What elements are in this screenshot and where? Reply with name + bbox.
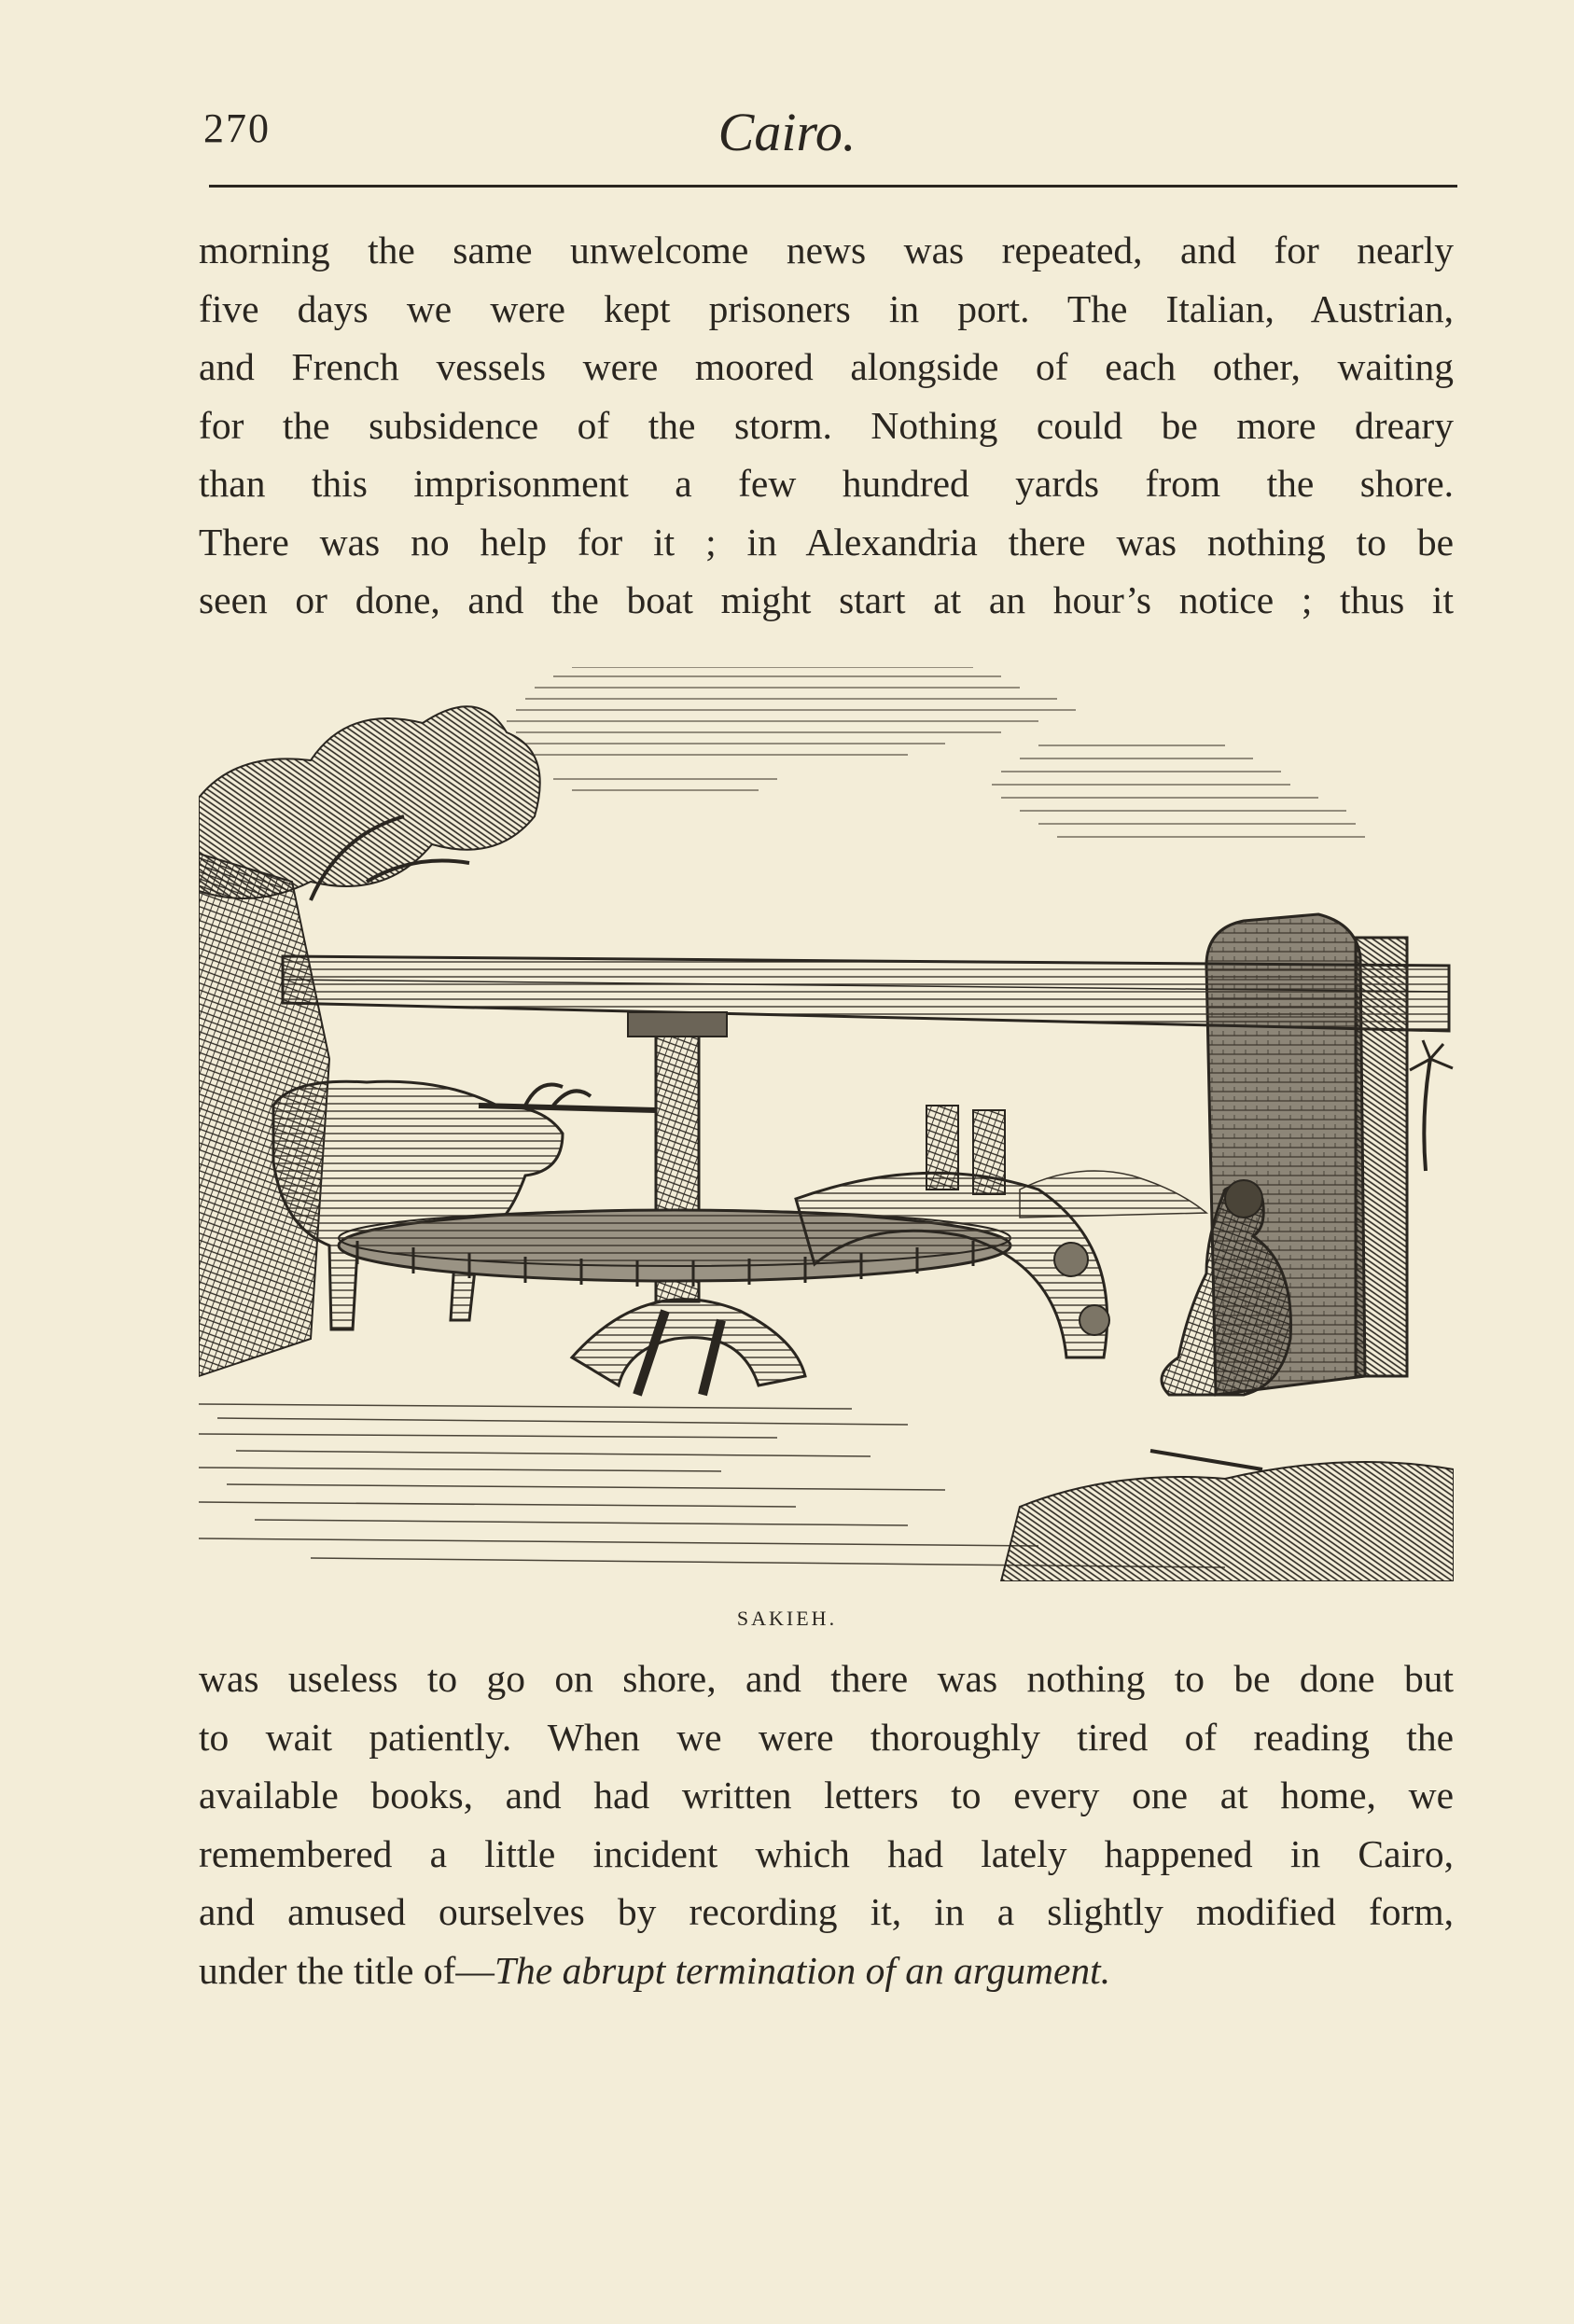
text-line: seen or done, and the boat might start at an hour’s notice ; thus it <box>199 578 1454 621</box>
title-lead-in: under the title of— <box>199 1948 494 1992</box>
sakieh-engraving <box>199 667 1454 1581</box>
story-title: The abrupt termination of an argument. <box>494 1948 1111 1992</box>
text-line: morning the same unwelcome news was repeated, and for nearly <box>199 229 1454 271</box>
text-line: for the subsidence of the storm. Nothing could be more dreary <box>199 403 1454 447</box>
top-paragraph <box>199 221 1454 630</box>
text-line: five days we were kept prisoners in port. The Italian, Austrian, <box>199 286 1454 330</box>
staff <box>1150 1451 1262 1469</box>
text-line: was useless to go on shore, and there was nothing to be done but <box>199 1657 1454 1700</box>
lower-wheel <box>572 1300 805 1385</box>
palm-trunk <box>1424 1059 1430 1171</box>
text-line: and amused ourselves by recording it, in a slightly modified form, <box>199 1890 1454 1933</box>
ox-horns <box>525 1085 591 1106</box>
running-head: Cairo. <box>717 102 857 162</box>
bottom-paragraph <box>199 1649 1454 1999</box>
text-line: available books, and had written letters to every one at home, we <box>199 1774 1454 1816</box>
page-number: 270 <box>203 105 271 151</box>
illustration-caption: SAKIEH. <box>736 1607 838 1630</box>
wooden-beam <box>283 956 1449 1031</box>
text-line: and French vessels were moored alongside of each other, waiting <box>199 345 1454 388</box>
ox-body <box>273 1081 563 1329</box>
palm-leaves <box>1410 1040 1453 1070</box>
text-line-final <box>199 1941 1454 2000</box>
text-line: remembered a little incident which had lately happened in Cairo, <box>199 1831 1454 1875</box>
text-line: There was no help for it ; in Alexandria there was nothing to be <box>199 520 1454 564</box>
text-line: than this imprisonment a few hundred yards from the shore. <box>199 462 1454 505</box>
header-rule <box>209 185 1457 188</box>
text-line: to wait patiently. When we were thoroughly tired of reading the <box>199 1715 1454 1759</box>
water-pot <box>1054 1243 1088 1276</box>
sky-lines <box>507 667 1365 837</box>
ground-brush <box>1001 1462 1454 1581</box>
